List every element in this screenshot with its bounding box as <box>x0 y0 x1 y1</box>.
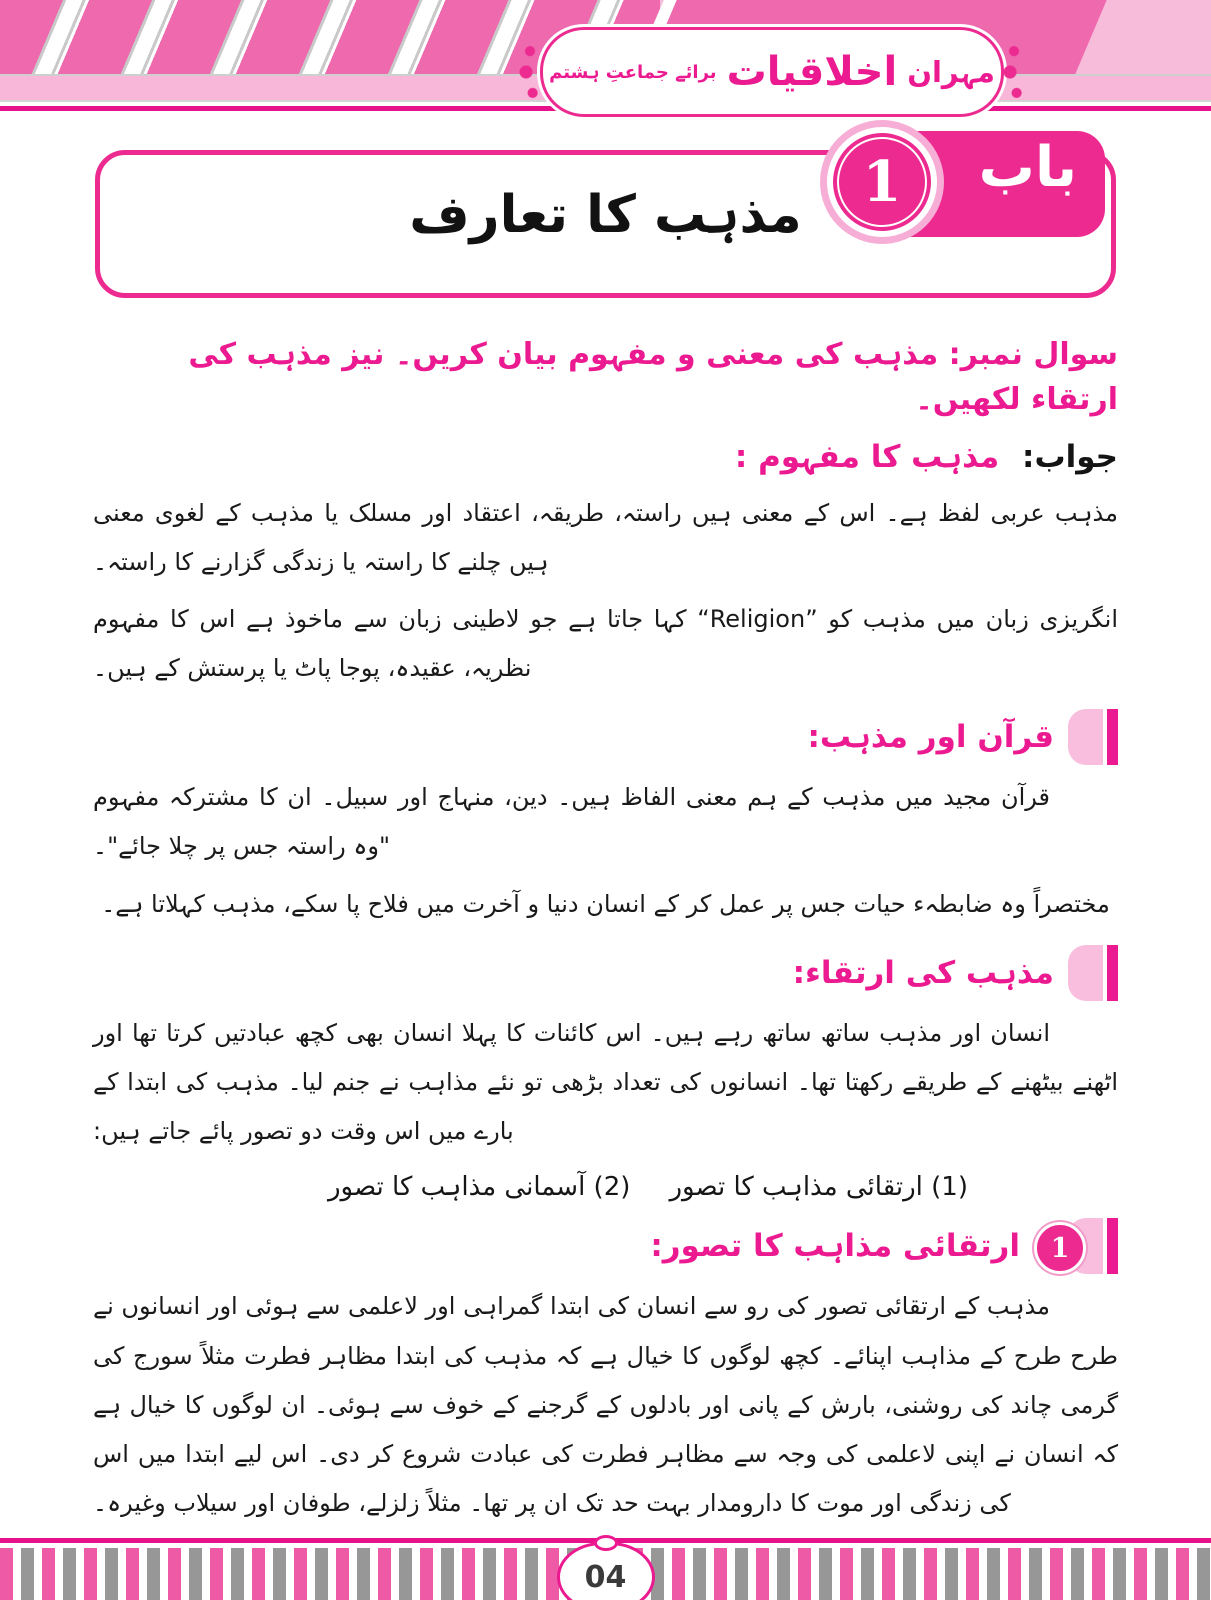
paragraph-quran-synonyms: قرآن مجید میں مذہب کے ہم معنی الفاظ ہیں۔ دین، منہاج اور سبیل۔ ان کا مشترکہ مفہوم "وہ راستہ جس پر چلا جائے"۔ <box>93 783 1050 861</box>
chapter-tab <box>862 131 1105 237</box>
marker-pill <box>1068 709 1103 765</box>
section-marker-icon <box>1068 709 1118 765</box>
marker-bar <box>1107 1218 1118 1274</box>
book-title-main: اخلاقیات <box>726 49 898 95</box>
chapter-title: مذہب کا تعارف <box>409 185 802 245</box>
page-number: 04 <box>584 1559 627 1595</box>
answer-heading: مذہب کا مفہوم : <box>734 439 1000 475</box>
concept-item-1: (1) ارتقائی مذاہب کا تصور <box>669 1172 968 1203</box>
marker-bar <box>1107 945 1118 1001</box>
ornament-icon <box>519 43 541 101</box>
footer-stripe-band <box>0 1548 1211 1600</box>
section-heading-evolutionary-concept <box>93 1218 1118 1274</box>
page-content <box>0 332 1211 1528</box>
book-title-banner <box>540 27 1004 117</box>
question-label: سوال نمبر: <box>948 337 1118 372</box>
question-text: مذہب کی معنی و مفہوم بیان کریں۔ نیز مذہب کی ارتقاء لکھیں۔ <box>188 337 1118 417</box>
paragraph-definition-summary: مختصراً وہ ضابطہء حیات جس پر عمل کر کے انسان دنیا و آخرت میں فلاح پا سکے، مذہب کہلاتا ہے۔ <box>101 889 1110 918</box>
chapter-heading-box <box>95 135 1116 298</box>
section-heading-quran-and-mazhab <box>93 709 1118 765</box>
chapter-number: 1 <box>862 149 902 215</box>
paragraph-human-and-religion: انسان اور مذہب ساتھ ساتھ رہے ہیں۔ اس کائنات کا پہلا انسان بھی کچھ عبادتیں کرتا تھا اور اٹھنے بیٹھنے کے طریقے رکھتا تھا۔ انسانوں کی تعداد بڑھی تو نئے مذاہب نے جنم لیا۔ مذہب کی ابتدا کے بارے میں اس وقت دو تصور پائے جاتے ہیں: <box>93 1018 1118 1146</box>
answer-line <box>93 434 1118 481</box>
section-marker-icon <box>1068 945 1118 1001</box>
question-line <box>93 332 1118 422</box>
answer-label: جواب: <box>1022 439 1118 475</box>
section-title: مذہب کی ارتقاء: <box>792 954 1054 991</box>
page-number-badge <box>557 1542 655 1600</box>
book-title <box>549 49 995 95</box>
section-number-badge <box>1034 1222 1086 1274</box>
section-number: 1 <box>1050 1232 1070 1264</box>
concept-item-2: (2) آسمانی مذاہب کا تصور <box>328 1172 631 1203</box>
paragraph-religion-etymology: انگریزی زبان میں مذہب کو ”Religion“ کہا جاتا ہے جو لاطینی زبان سے ماخوذ ہے اس کا مفہوم نظریہ، عقیدہ، پوجا پاٹ یا پرستش کے ہیں۔ <box>93 604 1119 683</box>
paragraph-meaning-of-mazhab: مذہب عربی لفظ ہے۔ اس کے معنی ہیں راستہ، طریقہ، اعتقاد اور مسلک یا مذہب کے لغوی معنی ہیں چلنے کا راستہ یا زندگی گزارنے کا راستہ۔ <box>93 498 1118 576</box>
book-title-suffix: برائے جماعتِ ہشتم <box>549 61 717 83</box>
section-marker-icon <box>1034 1218 1118 1274</box>
section-title: قرآن اور مذہب: <box>807 719 1054 756</box>
marker-bar <box>1107 709 1118 765</box>
section-title: ارتقائی مذاہب کا تصور: <box>650 1228 1020 1265</box>
book-title-prefix: مہران <box>907 55 995 89</box>
page-header <box>0 0 1211 112</box>
page-footer <box>0 1538 1211 1600</box>
ornament-icon <box>1003 43 1025 101</box>
concept-list <box>93 1156 1118 1202</box>
chapter-label: باب <box>978 135 1077 200</box>
paragraph-evolutionary-concept: مذہب کے ارتقائی تصور کی رو سے انسان کی ابتدا گمراہی اور لاعلمی سے ہوئی اور انسانوں نے طرح طرح کے مذاہب اپنائے۔ کچھ لوگوں کا خیال ہے کہ مذہب کی ابتدا مظاہر فطرت مثلاً سورج کی گرمی چاند کی روشنی، بارش کے پانی اور بادلوں کے گرجنے کے خوف سے ہوئی۔ ان لوگوں کا خیال ہے کہ انسان نے اپنی لاعلمی کی وجہ سے مظاہر فطرت کی عبادت شروع کر دی۔ اس لیے ابتدا میں اس کی زندگی اور موت کا دارومدار بہت حد تک ان پر تھا۔ مثلاً زلزلے، طوفان اور سیلاب وغیرہ۔ <box>93 1292 1118 1518</box>
chapter-number-badge <box>827 127 937 237</box>
marker-pill <box>1068 945 1103 1001</box>
section-heading-evolution-of-mazhab <box>93 945 1118 1001</box>
